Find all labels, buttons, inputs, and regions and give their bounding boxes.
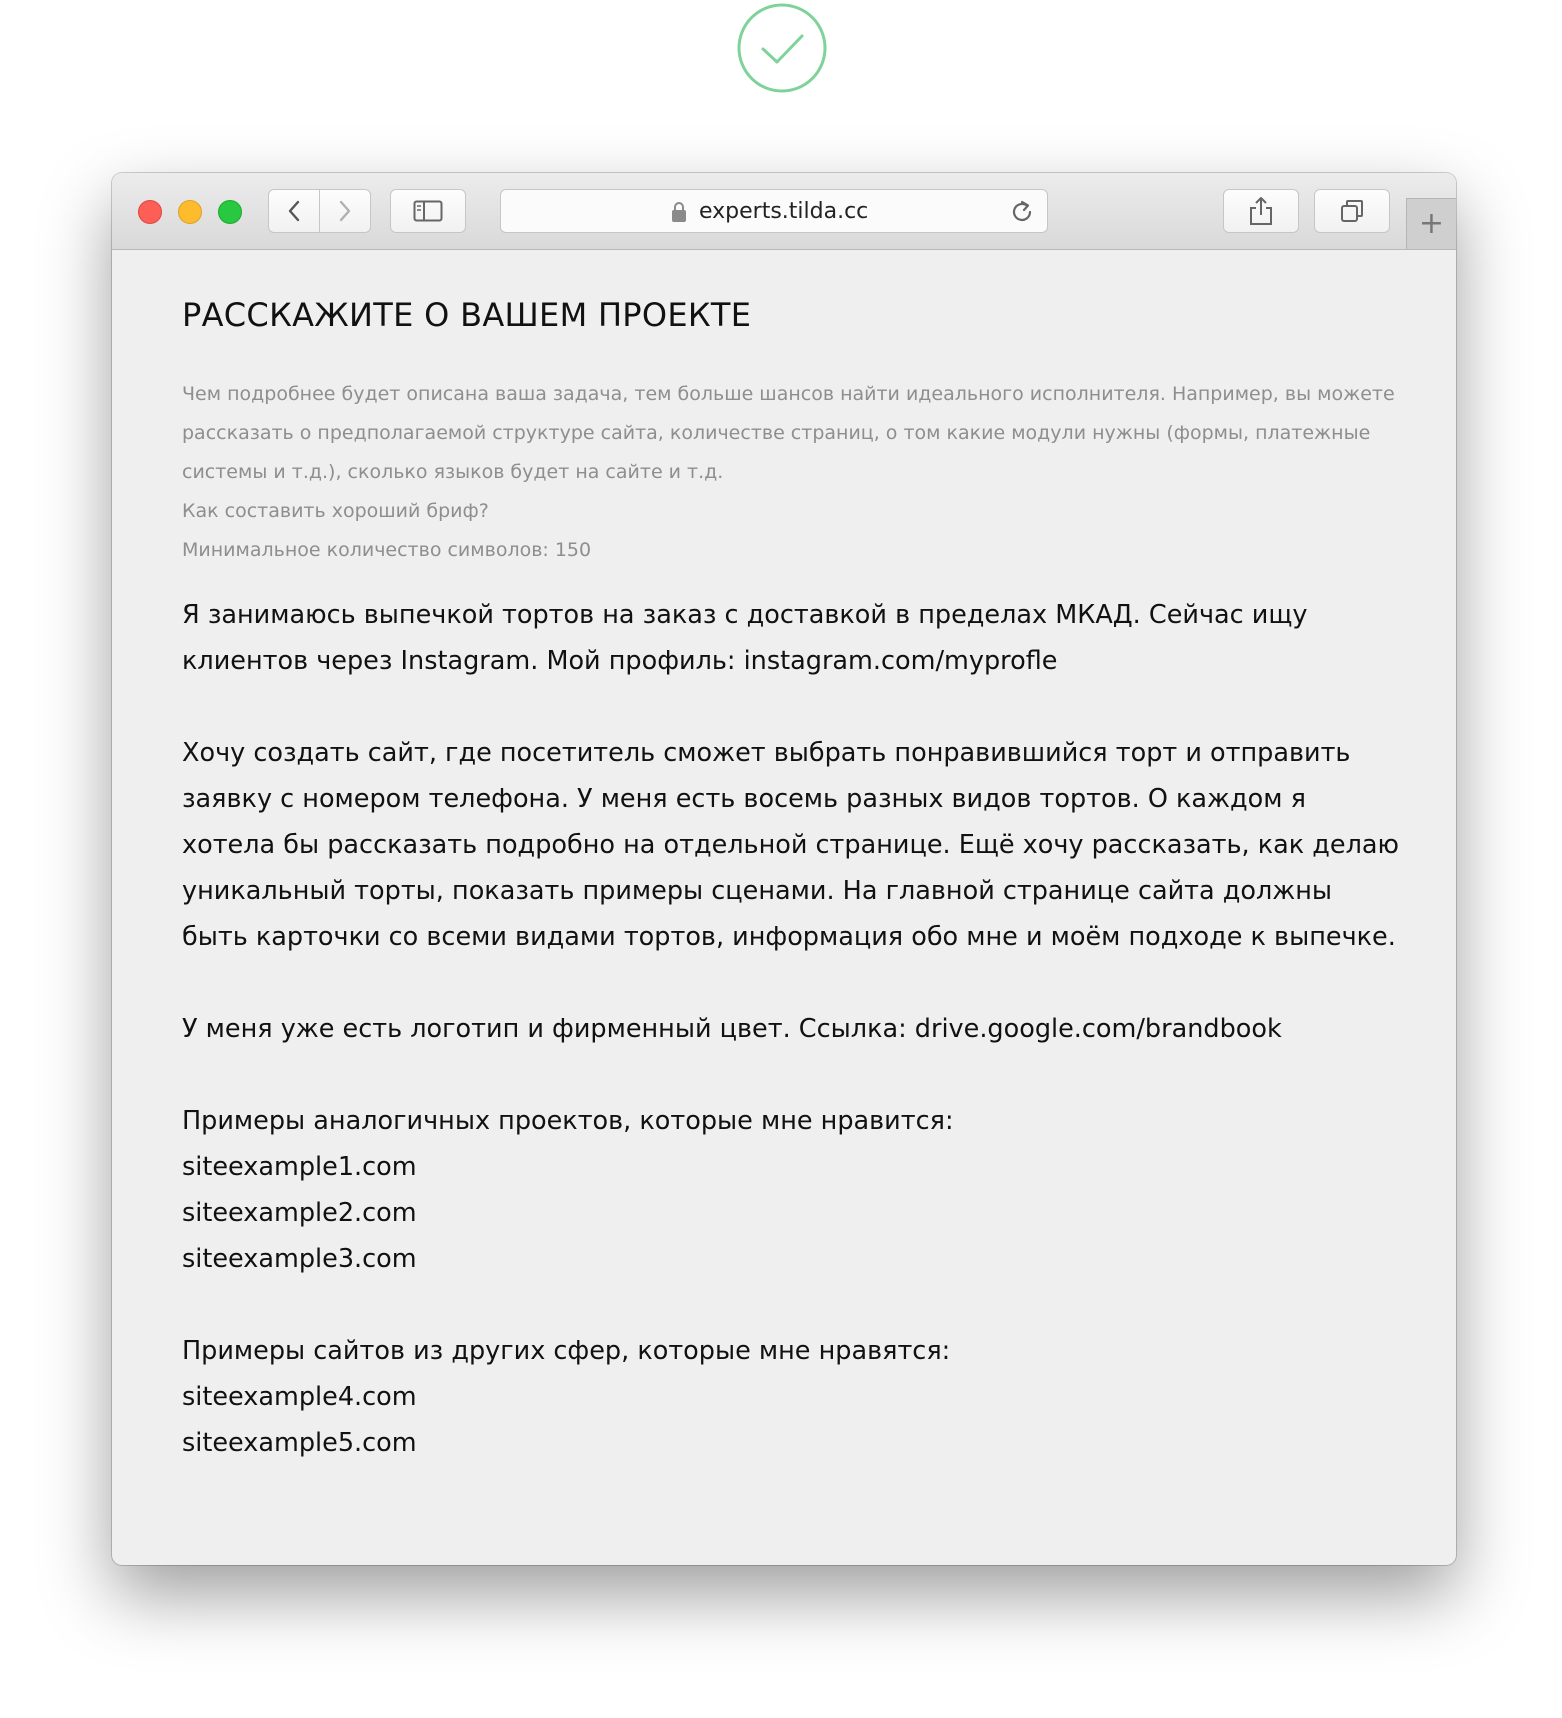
back-button[interactable] xyxy=(268,189,320,233)
tabs-icon xyxy=(1339,198,1365,224)
check-circle-icon xyxy=(736,2,828,94)
similar-site-item: siteexample3.com xyxy=(182,1244,417,1274)
share-button[interactable] xyxy=(1223,189,1299,233)
hint-text: Чем подробнее будет описана ваша задача, тем больше шансов найти идеального исполнителя. Например, вы можете рассказать о предполагаемой структуре сайта, количестве страниц, о том какие модули нужны (формы, платежные системы и т.д.), сколько языков будет на сайте и т.д. xyxy=(182,383,1395,483)
chevron-right-icon xyxy=(337,199,353,223)
form-hint xyxy=(182,375,1402,570)
plus-icon: + xyxy=(1418,206,1445,241)
close-window-button[interactable] xyxy=(138,200,162,224)
similar-site-item: siteexample2.com xyxy=(182,1198,417,1228)
other-site-item: siteexample5.com xyxy=(182,1428,417,1458)
reload-icon[interactable] xyxy=(1009,199,1035,225)
similar-site-item: siteexample1.com xyxy=(182,1152,417,1182)
page-content xyxy=(182,293,1402,1466)
share-icon xyxy=(1248,196,1274,226)
maximize-window-button[interactable] xyxy=(218,200,242,224)
min-chars-note: Минимальное количество символов: 150 xyxy=(182,539,592,561)
address-bar[interactable] xyxy=(500,189,1048,233)
browser-window xyxy=(112,173,1456,1565)
tab-overview-button[interactable] xyxy=(1314,189,1390,233)
other-sites-heading: Примеры сайтов из других сфер, которые мне нравятся: xyxy=(182,1336,951,1366)
chevron-left-icon xyxy=(286,199,302,223)
sidebar-toggle-button[interactable] xyxy=(390,189,466,233)
project-description-field[interactable] xyxy=(182,592,1402,1466)
answer-paragraph: Хочу создать сайт, где посетитель сможет выбрать понравившийся торт и отправить заявку с номером телефона. У меня есть восемь разных видов тортов. О каждом я хотела бы рассказать подробно на отдельной странице. Ещё хочу рассказать, как делаю уникальный торты, показать примеры сценами. На главной странице сайта должны быть карточки со всеми видами тортов, информация обо мне и моём подходе к выпечке. xyxy=(182,738,1400,952)
url-text: experts.tilda.cc xyxy=(699,199,869,224)
forward-button[interactable] xyxy=(319,189,371,233)
lock-icon xyxy=(671,201,687,223)
answer-paragraph: У меня уже есть логотип и фирменный цвет. Ссылка: drive.google.com/brandbook xyxy=(182,1014,1282,1044)
answer-paragraph: Я занимаюсь выпечкой тортов на заказ с доставкой в пределах МКАД. Сейчас ищу клиентов через Instagram. Мой профиль: instagram.com/myprofle xyxy=(182,600,1308,676)
minimize-window-button[interactable] xyxy=(178,200,202,224)
similar-projects-heading: Примеры аналогичных проектов, которые мне нравится: xyxy=(182,1106,954,1136)
browser-toolbar xyxy=(112,173,1456,250)
form-title: РАССКАЖИТЕ О ВАШЕМ ПРОЕКТЕ xyxy=(182,296,752,334)
other-site-item: siteexample4.com xyxy=(182,1382,417,1412)
new-tab-button[interactable] xyxy=(1406,198,1456,249)
brief-help-link[interactable]: Как составить хороший бриф? xyxy=(182,500,489,522)
sidebar-icon xyxy=(413,200,443,222)
